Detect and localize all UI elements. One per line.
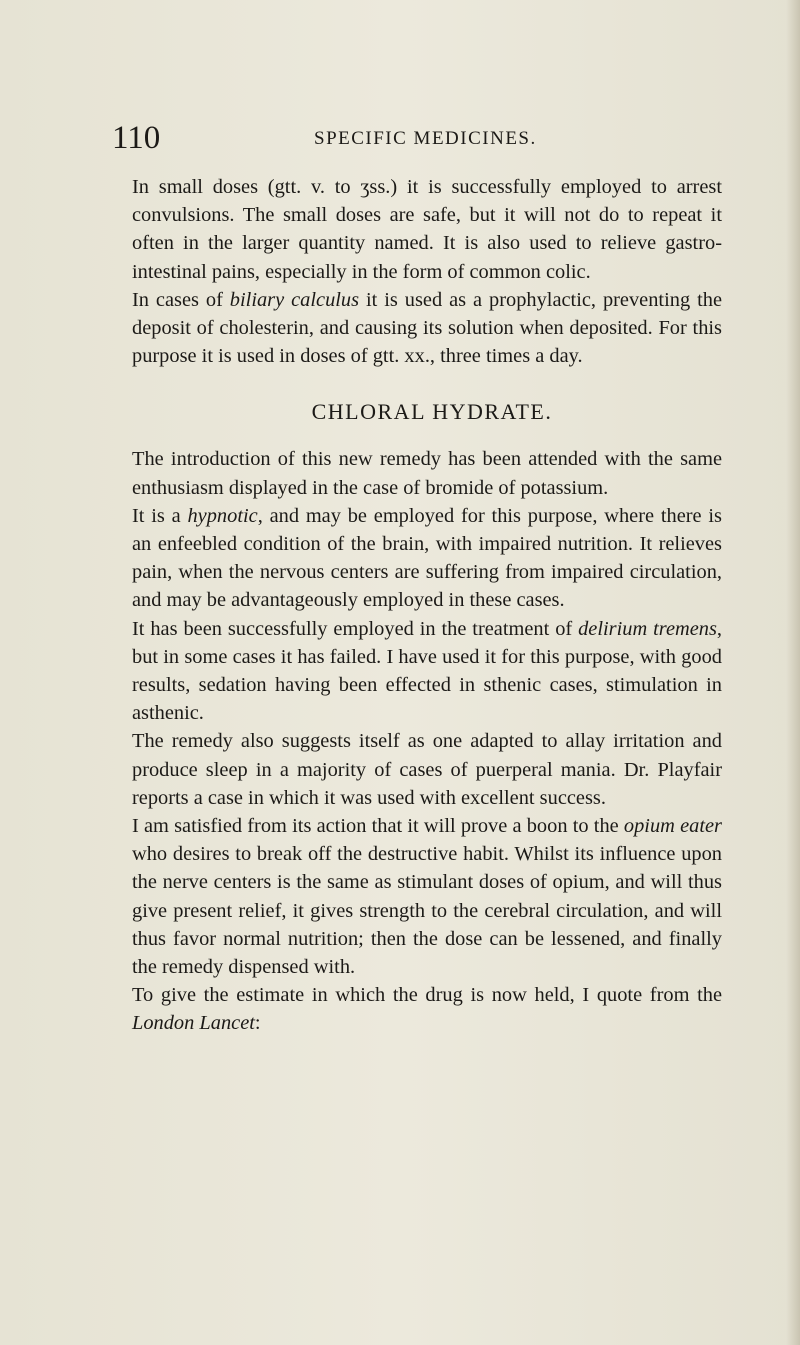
paragraphs-after-heading (132, 445, 722, 1037)
italic-term: London Lancet (132, 1012, 255, 1035)
paragraph-text: , and may be employed for this purpose, where there is an enfeebled condition of the brain, with impaired nutrition. It relieves pain, when the nervous centers are suffering from impaired circulation, and may be advantageously employed in these cases. (132, 504, 722, 612)
paragraph-text: it is used as a prophylactic, preventing the deposit of cholesterin, and causing its solution when deposited. For this purpose it is used in doses of gtt. xx., three times a day. (132, 288, 722, 368)
page-number: 110 (112, 120, 161, 156)
paragraph (132, 173, 722, 286)
paragraph-text: : (254, 1012, 261, 1035)
paragraph (132, 812, 722, 981)
paragraph-text: The remedy also suggests itself as one adapted to allay irritation and produce sleep in a majority of cases of puerperal mania. Dr. Playfair reports a case in which it was used with excellent success. (132, 730, 722, 809)
paragraph (132, 727, 722, 812)
section-heading: CHLORAL HYDRATE. (311, 399, 553, 425)
paragraph-text: , but in some cases it has failed. I have used it for this purpose, with good results, sedation having been effected in sthenic cases, stimulation in asthenic. (132, 617, 723, 725)
running-head (112, 118, 712, 158)
italic-term: opium eater (623, 815, 722, 838)
paragraphs-before-heading (132, 173, 722, 370)
paragraph-text: I am satisfied from its action that it will prove a boon to the (132, 815, 624, 838)
paragraph-text: It has been successfully employed in the treatment of (132, 617, 579, 640)
italic-term: hypnotic (187, 504, 258, 527)
paragraph (132, 445, 722, 501)
paragraph (132, 981, 722, 1037)
running-title: SPECIFIC MEDICINES. (314, 128, 537, 149)
paragraph-text: In cases of (132, 288, 230, 311)
italic-term: delirium tremens (578, 617, 717, 640)
paragraph (132, 502, 722, 615)
paragraph-text: The introduction of this new remedy has been attended with the same enthusiasm displayed in the case of bromide of potassium. (132, 448, 722, 499)
paragraph (132, 615, 722, 728)
paragraph-text: In small doses (gtt. v. to ʒss.) it is successfully employed to arrest convulsions. The small doses are safe, but it will not do to repeat it often in the larger quantity named. It is also used to relieve gastro-intestinal pains, especially in the form of common colic. (132, 176, 722, 283)
paragraph-text: It is a (132, 504, 188, 527)
page-edge-shadow (786, 0, 800, 1345)
body-text (132, 173, 722, 1038)
paragraph (132, 286, 722, 371)
paragraph-text: To give the estimate in which the drug is now held, I quote from the (132, 984, 722, 1007)
paragraph-text: who desires to break off the destructive habit. Whilst its influence upon the nerve centers is the same as stimulant doses of opium, and will thus give present relief, it gives strength to the cerebral circulation, and will thus favor normal nutrition; then the dose can be lessened, and finally the remedy dispensed with. (132, 843, 722, 979)
italic-term: biliary calculus (229, 288, 360, 311)
